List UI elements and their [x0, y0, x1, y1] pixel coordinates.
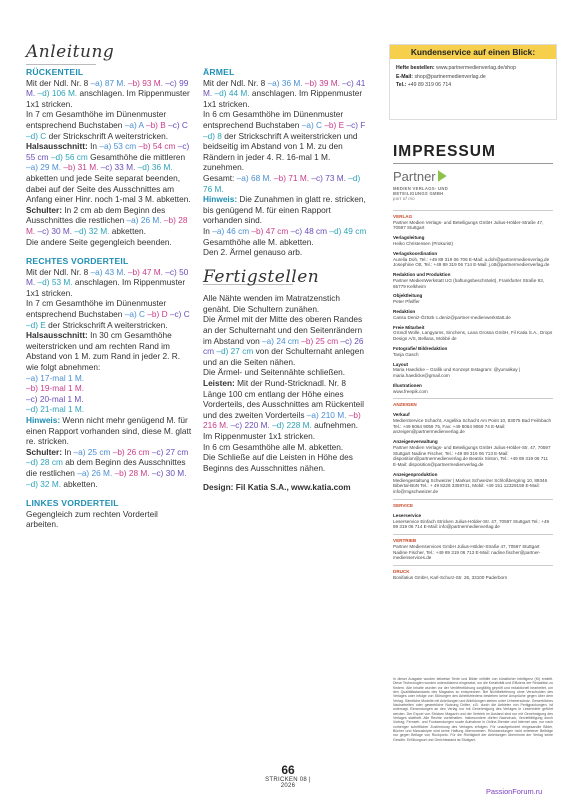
abnehmen-a: –a) 17-mal 1 M.: [26, 372, 85, 383]
kundenservice-title: Kundenservice auf einen Blick:: [390, 45, 556, 59]
impressum-value: Partner Medien Verlags- und Beteiligungs GmbH Julius-Hölder-Straße 47, 70597 Stuttgart: [393, 219, 544, 231]
rechtes-hals-p: Halsausschnitt: In 30 cm Gesamthöhe weiterstricken und am rechten Rand im Abstand von 1 M. zum Rand in jeder 2. R. wie folgt abnehmen:: [26, 330, 181, 373]
fertig-p2: Die Ärmel mit der Mitte des oberen Randes an der Schulternaht und den Seitenrändern im Abstand von –a) 24 cm –b) 25 cm –c) 26 cm –d) 27 cm von der Schulternaht anlegen und an die Seiten nähen.: [203, 314, 364, 367]
impressum-block: [393, 346, 553, 357]
section-aermel: ÄRMEL: [203, 67, 235, 77]
impressum-label: Layout: [393, 361, 409, 367]
fertig-p1: Alle Nähte wenden im Matratzenstich genäht. Die Schultern zunähen.: [203, 293, 340, 314]
impressum-block: [393, 293, 553, 304]
impressum-label: Anzeigenverwaltung: [393, 439, 438, 445]
fertig-p5: Die Schließe auf die Leisten in Höhe des Beginns des Ausschnittes nähen.: [203, 452, 353, 473]
impressum-block: [393, 235, 553, 246]
column-left: [26, 67, 192, 530]
impressum-text: [393, 208, 553, 585]
fertigstellen-title: [203, 266, 367, 287]
hinweis-p: Hinweis: Wenn nicht mehr genügend M. für einen Rapport vorhanden sind, diese M. glatt re. stricken.: [26, 415, 192, 447]
impressum-block: [393, 362, 553, 379]
impressum-label: Illustrationen: [393, 382, 422, 388]
impressum-value: Heiko Christensen (Prokurist): [393, 241, 453, 246]
impressum-value: Partner MedienWerkstatt UG (haftungsbeschränkt), Frankfurter Straße 93, 65779 Kelkheim: [393, 277, 545, 289]
impressum-label: ANZEIGEN: [393, 402, 417, 408]
halsausschnitt-p: Halsausschnitt: In –a) 53 cm –b) 54 cm –c) 55 cm –d) 56 cm Gesamthöhe die mittleren –a) 29 M. –b) 31 M. –c) 33 M. –d) 36 M. abketten und jede Seite separat beenden, dabei auf der Seite des Ausschnittes am Anfang einer Hinr. noch 1-mal 3 M. abketten.: [26, 141, 191, 205]
impressum-rule: [393, 163, 553, 164]
logo-tag: part of mo: [393, 196, 415, 201]
impressum-block: [393, 439, 553, 468]
impressum-label: VERTRIEB: [393, 538, 417, 544]
impressum-label: Fotografie/ Bildredaktion: [393, 345, 448, 351]
impressum-block: [393, 272, 553, 289]
page-number: 66: [281, 763, 295, 777]
impressum-title: IMPRESSUM: [393, 143, 496, 160]
design-credit: Design: Fil Katia S.A., www.katia.com: [203, 482, 351, 493]
rueckenteil-p1: Mit der Ndl. Nr. 8 –a) 87 M. –b) 93 M. –c) 99 M. –d) 106 M. anschlagen. Im Rippenmuster 1x1 stricken.: [26, 77, 190, 109]
title-underline: [26, 64, 96, 65]
impressum-label: VERLAG: [393, 214, 413, 219]
abnehmen-d: –d) 21-mal 1 M.: [26, 404, 85, 415]
impressum-block: [393, 383, 553, 394]
watermark: PassionForum.ru: [486, 787, 543, 796]
schulter-b-p: Schulter: In –a) 25 cm –b) 26 cm –c) 27 cm –d) 28 cm ab dem Beginn des Ausschnittes die restlichen –a) 26 M. –b) 28 M. –c) 30 M. –d) 32 M. abketten.: [26, 446, 189, 489]
kundenservice-box: [389, 44, 557, 120]
abnehmen-b: –b) 19-mal 1 M.: [26, 383, 85, 394]
impressum-block: [393, 472, 553, 495]
disclaimer: In dieser Ausgabe wurden teilweise Texte und Bilder mithilfe von künstlicher Intelligenz (KI) erstellt. Diese Technologien wurden unterstützend eingesetzt, um die Kreativität und Effizienz der Redaktion zu fördern. Alle Inhalte wurden vor der Veröffentlichung sorgfältig geprüft und redaktionell bearbeitet, um den Qualitätsstandards des Magazins zu entsprechen. Bei Nichtbelieferung ohne Verschulden des Verlages oder infolge von Störungen des Arbeitsfriedens bestehen keine Ansprüche gegen über dem Verlag. Sämtliche Modelle mit Anleitungen und Abbildungen stehen unter Urheberschutz. Gewerbliches Nacharbeiten oder gewerbliche Nutzung Dritter, z.B. durch die Anbieter von Fertigpackungen, ist untersagt. Einsendungen an den Verlag nur mit Genehmigung des Verlages in Leserbriefe geführt werden. Der Export von Stricken Magazin und der Vertrieb im Ausland sind nur mit Genehmigung des Verlages statthaft. Alle Rechte vorbehalten. Insbesondere dürfen Nachdruck, Vervielfältigung durch Vortrag, Fernseh- und Funksendungen sowie Aufnahme in Online-Dienste und Internet usw. nur nach vorheriger schriftlicher Zustimmung des Verlages erfolgen. Für unaufgefordert eingesandte Bilder, Bücher und Manuskripte wird keine Haftung übernommen. Rücksendungen nicht erbetener Beiträge nur gegen Beilage von Rückporto. Für die Richtigkeit der Anleitungen übernimmt der Verlag keine Gewähr. Erfüllungsort und Gerichtsstand ist Stuttgart.: [393, 677, 553, 742]
schulter-p2: Die andere Seite gegengleich beenden.: [26, 236, 172, 247]
impressum-value: www.freepik.com: [393, 388, 428, 394]
impressum-label: Redaktion und Produktion: [393, 272, 451, 278]
impressum-divider: [393, 565, 553, 566]
impressum-block: [393, 499, 553, 509]
aermel-p3: Gesamt: –a) 68 M. –b) 71 M. –c) 73 M. –d) 76 M.: [203, 172, 361, 194]
ks-hefte: Hefte bestellen: www.partnermedienverlag.de/shop: [396, 65, 516, 71]
aermel-p2: In 6 cm Gesamthöhe im Dünenmuster entsprechend Buchstaben –a) C –b) E –c) F –d) 8 der Strickschrift A weiterstricken und beidseitig im Abstand von 1 M. zu den Rändern in jeder 4. R. 16-mal 1 M. zunehmen.: [203, 109, 366, 173]
impressum-value: MedienService Schacht, Angelika Schacht Am Point 10, 83075 Bad Feilnbach Tel.: +49 8064 9059 75, Fax: +49 8064 9059 74 E-Mail: anzeigen@partnermedienverlag.de: [393, 418, 552, 435]
section-rueckenteil: RÜCKENTEIL: [26, 67, 84, 77]
leisten-p: Leisten: Mit der Rund-Stricknadl. Nr. 8 Länge 100 cm entlang der Höhe eines Vorderteils, des Ausschnittes am Rückenteil und des zweiten Vorderteils –a) 210 M. –b) 216 M. –c) 220 M. –d) 228 M. aufnehmen. Im Rippenmuster 1x1 stricken.: [203, 378, 364, 441]
impressum-divider: [393, 210, 553, 211]
impressum-label: Verlagskoordination: [393, 250, 438, 256]
impressum-label: Leserservice: [393, 512, 422, 518]
aermel-p1: Mit der Ndl. Nr. 8 –a) 36 M. –b) 39 M. –c) 41 M. –d) 44 M. anschlagen. Im Rippenmuster 1x1 stricken.: [203, 77, 366, 109]
impressum-label: DRUCK: [393, 569, 410, 575]
impressum-value: Bonifatius GmbH, Karl-Schurz-Str. 26, 33100 Paderborn: [393, 574, 508, 580]
impressum-label: Redaktion: [393, 309, 416, 315]
page-footer: [258, 763, 318, 789]
fertigstellen-title-text: Fertigstellen: [203, 266, 320, 287]
impressum-label: Freie Mitarbeit: [393, 324, 425, 330]
impressum-value: Partner Medienservices GmbH Julius-Hölder-Straße 47, 70597 Stuttgart Nadine Fischer, Tel.: +49 89 319 06 713 E-Mail: nadine.fischer@partner-medienservices.de: [393, 543, 541, 561]
fertig-p4: In 6 cm Gesamthöhe alle M. abketten.: [203, 441, 344, 452]
impressum-value: Tanja Gasch: [393, 351, 419, 357]
impressum-value: Leserservice Einfach Stricken Julius-Hölder-Str. 47, 70597 Stuttgart Tel.: +49 89 319 06 714 E-Mail: info@partnermedienverlag.de: [393, 518, 550, 530]
linkes-p: Gegengleich zum rechten Vorderteil arbeiten.: [26, 508, 158, 530]
impressum-block: [393, 513, 553, 530]
logo-sub: MEDIEN VERLAGS- UND BETEILIGUNGS GMBH: [393, 186, 449, 196]
logo-brand: Partner: [393, 169, 436, 184]
impressum-block: [393, 412, 553, 435]
rechtes-p1: Mit der Ndl. Nr. 8 –a) 43 M. –b) 47 M. –c) 50 M. –d) 53 M. anschlagen. Im Rippenmuster 1x1 stricken.: [26, 266, 189, 298]
partner-logo: [393, 168, 463, 204]
rueckenteil-p2: In 7 cm Gesamthöhe im Dünenmuster entsprechend Buchstaben –a) A –b) B –c) C –d) C der Strickschrift A weiterstricken.: [26, 109, 188, 141]
impressum-block: [393, 565, 553, 580]
aermel-end2: Den 2. Ärmel genauso arb.: [203, 247, 303, 258]
impressum-value: Aurelia Doh, Tel.: +49 89 319 06 706 E-Mail: a.doh@partnermedienverlag.de Josephine Ott, Tel.: +49 89 319 06 714 E-Mail: j.ott@partnermedienverlag.de: [393, 256, 550, 268]
rechtes-p2: In 7 cm Gesamthöhe im Dünenmuster entsprechend Buchstaben –a) C –b) D –c) C –d) E der Strickschrift A weiterstricken.: [26, 298, 190, 330]
logo-arrow-icon: [438, 170, 447, 182]
impressum-value: Peter Pfeiffer: [393, 299, 420, 305]
impressum-value: Cansu Deniz-Öztürk c.deniz@partner-medienwerkstatt.de: [393, 314, 511, 320]
impressum-block: [393, 534, 553, 561]
impressum-block: [393, 309, 553, 320]
impressum-divider: [393, 534, 553, 535]
impressum-label: Objektleitung: [393, 293, 423, 299]
impressum-divider: [393, 398, 553, 399]
schulter-p: Schulter: In 2 cm ab dem Beginn des Ausschnittes die restlichen –a) 26 M. –b) 28 M. –c) 30 M. –d) 32 M. abketten.: [26, 204, 188, 236]
impressum-label: Anzeigenproduktion: [393, 472, 438, 478]
column-middle: [203, 67, 367, 493]
anleitung-title-text: Anleitung: [26, 42, 115, 62]
impressum-block: [393, 210, 553, 231]
impressum-label: Verlagsleitung: [393, 235, 425, 241]
impressum-value: Maria Haedicke – Grafik und Konzept Instagram: @yumalkay | maria.haedicke@gmail.com: [393, 367, 521, 378]
impressum-divider: [393, 499, 553, 500]
fertig-p3: Die Ärmel- und Seitennähte schließen.: [203, 367, 346, 378]
abnehmen-c: –c) 20-mal 1 M.: [26, 393, 84, 404]
impressum-label: SERVICE: [393, 503, 414, 509]
impressum-label: Verkauf: [393, 412, 410, 418]
impressum-block: [393, 251, 553, 268]
aermel-end: In –a) 46 cm –b) 47 cm –c) 48 cm –d) 49 cm Gesamthöhe alle M. abketten.: [203, 225, 367, 247]
impressum-value: Partner Medien Verlags- und Beteiligungs GmbH Julius-Hölder-Str. 47, 70597 Stuttgart Nadine Fischer, Tel.: +49 89 319 06 713 E-Mail: disposition@partnermedienverlag.de Beatrix Sinton, Tel.: +49 89 319 06 711 E-Mail: disposition@partnermedienverlag.de: [393, 445, 551, 468]
impressum-value: Gründl Wolle, Langyarns, Sinchens, Lana Grossa GmbH, Fil Katia S.A., Drops Design A/S, Bellana, Mobbé de: [393, 330, 553, 342]
impressum-value: Mediengestaltung Schweizer | Markus Schweizer Schloßbergring 10, 89346 Bibertal-BüN Tel.: + 49 8226 3359741, Mobil: +49 151 12329159 E-Mail: info@mgschweizer.de: [393, 477, 548, 495]
impressum-block: [393, 398, 553, 408]
ks-tel: Tel.: +49 89 319 06 714: [396, 82, 452, 89]
aermel-hinweis: Hinweis: Die Zunahmen in glatt re. stricken, bis genügend M. für einen Rapport vorhanden sind.: [203, 194, 366, 226]
impressum-block: [393, 325, 553, 342]
ks-email: E-Mail: shop@partnermedienverlag.de: [396, 73, 486, 80]
section-linkes-vorderteil: LINKES VORDERTEIL: [26, 498, 119, 509]
section-rechtes-vorderteil: RECHTES VORDERTEIL: [26, 256, 129, 267]
kundenservice-body: [390, 59, 556, 95]
anleitung-title: [26, 42, 176, 65]
magazine-issue: STRICKEN 08 | 2026: [265, 777, 311, 789]
